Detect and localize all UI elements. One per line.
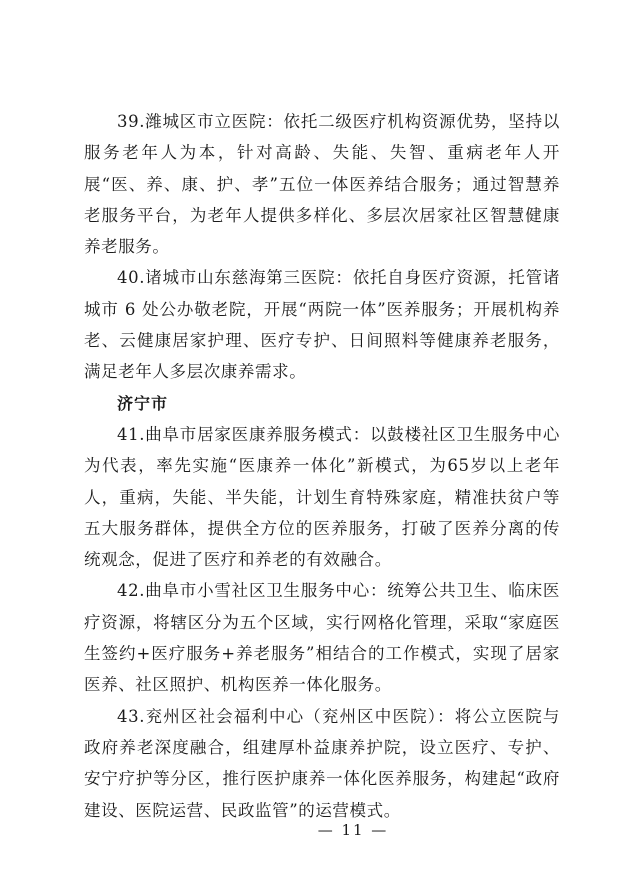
paragraph-39: 39.潍城区市立医院：依托二级医疗机构资源优势，坚持以服务老年人为本，针对高龄、失能、失智、重病老年人开展“医、养、康、护、孝”五位一体医养结合服务；通过智慧养老服务平台，为老年人提供多样化、多层次居家社区智慧健康养老服务。 [84, 112, 560, 257]
paragraph-41: 41.曲阜市居家医康养服务模式：以鼓楼社区卫生服务中心为代表，率先实施“医康养一体化”新模式，为65岁以上老年人，重病，失能、半失能，计划生育特殊家庭，精准扶贫户等五大服务群体，提供全方位的医养服务，打破了医养分离的传统观念，促进了医疗和养老的有效融合。 [84, 424, 560, 570]
paragraph-43: 43.兖州区社会福利中心（兖州区中医院）：将公立医院与政府养老深度融合，组建厚朴益康养护院，设立医疗、专护、安宁疗护等分区，推行医护康养一体化医养服务，构建起“政府建设、医院运营、民政监管”的运营模式。 [84, 706, 560, 820]
section-heading: 济宁市 [117, 393, 169, 413]
page-number [0, 821, 636, 839]
page-number-text: — 11 — [317, 821, 389, 839]
paragraph-42: 42.曲阜市小雪社区卫生服务中心：统筹公共卫生、临床医疗资源，将辖区分为五个区域，实行网格化管理，采取“家庭医生签约+医疗服务+养老服务”相结合的工作模式，实现了居家医养、社区照护、机构医养一体化服务。 [84, 581, 560, 695]
paragraph-40: 40.诸城市山东慈海第三医院：依托自身医疗资源，托管诸城市 6 处公办敬老院，开展“两院一体”医养服务；开展机构养老、云健康居家护理、医疗专护、日间照料等健康养老服务，满足老年人多层次康养需求。 [84, 268, 560, 382]
document-body [84, 106, 560, 826]
